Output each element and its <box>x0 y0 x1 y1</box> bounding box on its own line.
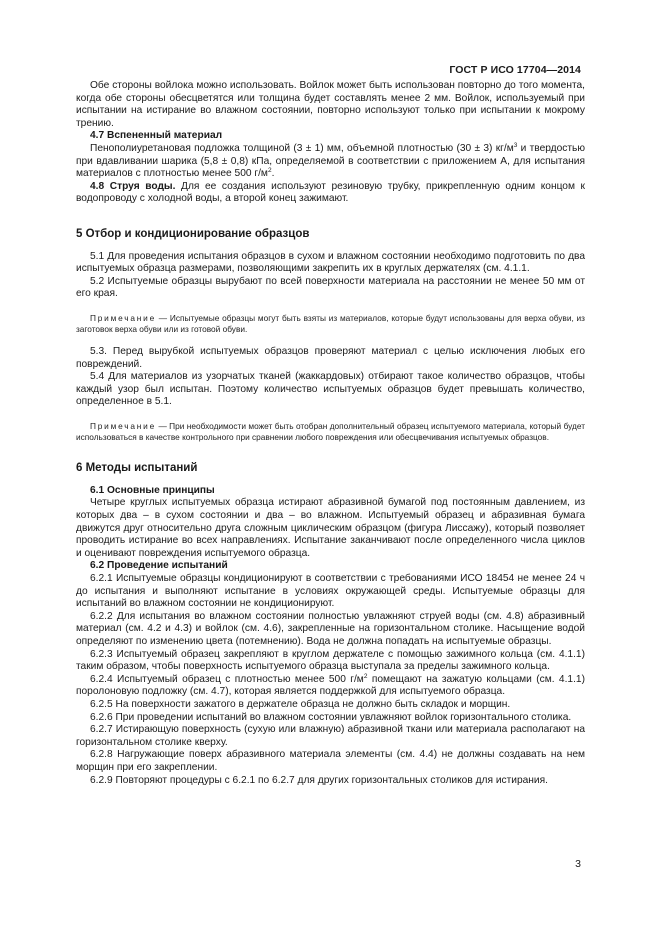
note-2-text: — При необходимости может быть отобран дополнительный образец испытуемого материала, который будет использоваться в качестве контрольного при сравнении любого повреждения или обесцвечивания испытуемых образцов. <box>76 421 585 442</box>
para-6-2-8: 6.2.8 Нагружающие поверх абразивного материала элементы (см. 4.4) не должны создавать на нем морщин при его закреплении. <box>76 749 585 773</box>
foam-text-a: Пенополиуретановая подложка толщиной (3 ± 1) мм, объемной плотностью (30 ± 3) кг/м <box>90 142 514 154</box>
note-1 <box>76 313 585 334</box>
document-code: ГОСТ Р ИСО 17704—2014 <box>449 64 581 76</box>
para-6-2-7: 6.2.7 Истирающую поверхность (сухую или влажную) абразивной ткани или материала располагают на горизонтальном столике кверху. <box>76 724 585 748</box>
para-6-1: Четыре круглых испытуемых образца истирают абразивной бумагой под постоянным давлением, из которых два – в сухом состоянии и два – во влажном. Испытуемый образец и абразивная бумага движутся друг относительно друга сложным циклическим образцом (фигура Лиссажу), который позволяет проводить истирание во всех направлениях. Испытание заканчивают после определенного числа циклов и оценивают повреждения испытуемого образца. <box>76 497 585 559</box>
foam-text-b: и твердостью при вдавливании шарика (5,8 ± 0,8) кПа, определяемой в соответствии с приложением А, для испытания материалов с плотностью менее 500 г/м <box>76 142 586 180</box>
para-6-2-4-sup: 2 <box>363 672 368 680</box>
para-6-2-9: 6.2.9 Повторяют процедуры с 6.2.1 по 6.2.7 для других горизонтальных столиков для истирания. <box>90 774 548 786</box>
note-2-label: Примечание <box>90 421 157 432</box>
subsection-6-2-heading <box>76 560 585 573</box>
para-5-1: 5.1 Для проведения испытания образцов в сухом и влажном состоянии необходимо подготовить по два испытуемых образца размерами, позволяющими закрепить их в круглых держателях (см. 4.1.1. <box>76 250 585 275</box>
subsection-6-2-text: 6.2 Проведение испытаний <box>90 560 228 572</box>
para-6-2-1: 6.2.1 Испытуемые образцы кондиционируют в соответствии с требованиями ИСО 18454 не менее 24 ч до испытания и выполняют испытание в условиях окружающей среды. Испытуемые образцы для испытаний во влажном состоянии не кондиционируют. <box>76 573 585 610</box>
para-6-2-4-a: 6.2.4 Испытуемый образец с плотностью менее 500 г/м <box>90 673 364 685</box>
document-body <box>76 80 585 787</box>
foam-heading <box>76 130 585 143</box>
para-6-2-4-b: помещают на зажатую кольцами (см. 4.1.1) поролоновую подложку (см. 4.7), которая является поддержкой для испытуемого образца. <box>76 673 585 698</box>
jet-paragraph <box>76 181 585 206</box>
para-6-2-6: 6.2.6 При проведении испытаний во влажном состоянии увлажняют войлок горизонтального столика. <box>90 711 572 723</box>
foam-sup-a: 3 <box>513 141 518 149</box>
note-1-label: Примечание <box>90 312 157 323</box>
page-number: 3 <box>575 858 581 870</box>
foam-paragraph <box>76 143 585 181</box>
subsection-6-1-heading <box>76 485 585 498</box>
section6-title: 6 Методы испытаний <box>76 462 198 475</box>
note-1-text: — Испытуемые образцы могут быть взяты из материалов, которые будут использованы для верха обуви, из заготовок верха обуви или из готовой обуви. <box>76 312 585 334</box>
para-6-2-3: 6.2.3 Испытуемый образец закрепляют в круглом держателе с помощью зажимного кольца (см. 4.1.1) таким образом, чтобы поверхность испытуемого образца выступала за пределы зажимного кольца. <box>76 648 585 673</box>
felt-paragraph: Обе стороны войлока можно использовать. Войлок может быть использован повторно до того момента, когда обе стороны обесцветятся или толщина будет составлять менее 2 мм. Войлок, используемый при испытании на истирание во влажном состоянии, повторно используют только при испытании к мокрому трению. <box>76 80 585 129</box>
foam-sup-b: 2 <box>267 167 272 175</box>
foam-text-c: . <box>271 168 275 180</box>
subsection-6-1-text: 6.1 Основные принципы <box>90 484 215 496</box>
para-5-2: 5.2 Испытуемые образцы вырубают по всей поверхности материала на расстоянии не менее 50 мм от его края. <box>76 275 585 300</box>
para-5-4: 5.4 Для материалов из узорчатых тканей (жаккардовых) отбирают такое количество образцов, чтобы каждый узор был испытан. Поэтому количество испытуемых образцов будет превышать количество, определенное в 5.1. <box>76 371 585 408</box>
para-5-3: 5.3. Перед вырубкой испытуемых образцов проверяют материал с целью исключения любых его повреждений. <box>76 346 585 370</box>
jet-text: Для ее создания используют резиновую трубку, прикрепленную одним концом к водопроводу с холодной воды, а второй конец зажимают. <box>76 180 586 205</box>
section5-title: 5 Отбор и кондиционирование образцов <box>76 227 310 240</box>
para-6-2-5: 6.2.5 На поверхности зажатого в держателе образца не должно быть складок и морщин. <box>90 698 511 710</box>
para-6-2-2: 6.2.2 Для испытания во влажном состоянии полностью увлажняют струей воды (см. 4.8) абразивный материал (см. 4.2 и 4.3) и войлок (см. 4.6), закрепленные на горизонтальном столике. Насыщение водой определяют по изменению цвета (потемнению). Вода не должна попадать на испытуемые образцы. <box>76 610 585 647</box>
note-2 <box>76 421 585 442</box>
foam-heading-text: 4.7 Вспененный материал <box>90 130 223 142</box>
jet-heading: 4.8 Струя воды. <box>90 180 176 192</box>
para-6-2-4 <box>76 674 585 699</box>
